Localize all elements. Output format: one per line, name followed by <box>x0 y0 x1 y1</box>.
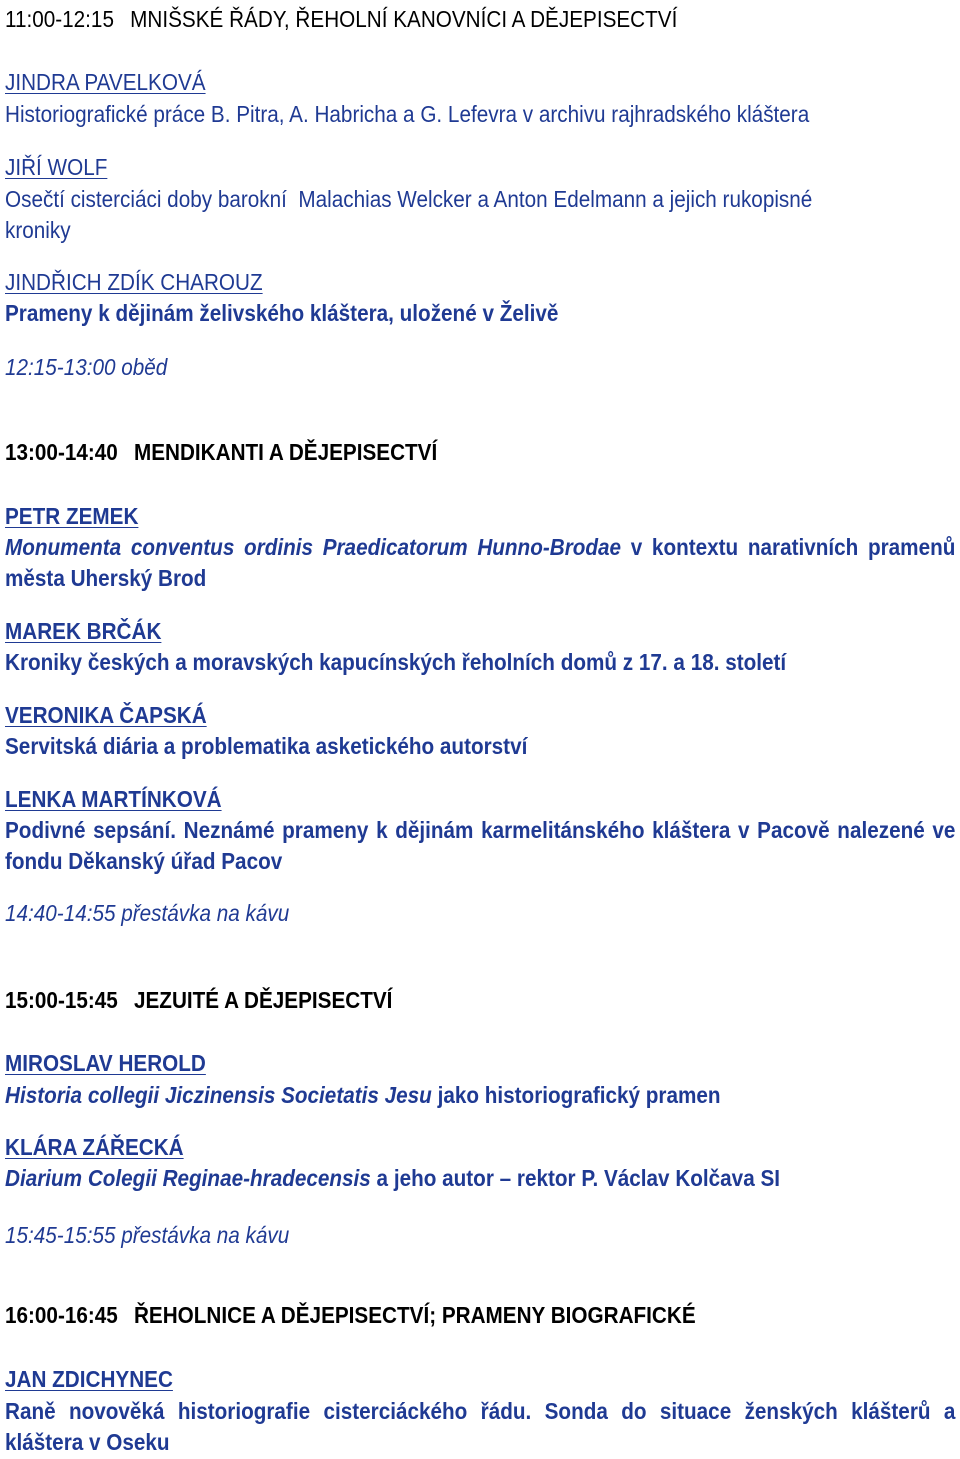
break-coffee: 15:45-15:55 přestávka na kávu <box>5 1222 290 1248</box>
session-heading <box>5 1300 861 1331</box>
talk-title-latin: Monumenta conventus ordinis Praedicatorum Hunno-Brodae <box>5 534 622 560</box>
speaker-name: MAREK BRČÁK <box>5 618 162 644</box>
speaker-name: MIROSLAV HEROLD <box>5 1050 206 1076</box>
talk-title: Osečtí cisterciáci doby barokní Malachias Welcker a Anton Edelmann a jejich rukopisné <box>5 186 813 212</box>
speaker-name: JIŘÍ WOLF <box>5 154 108 180</box>
talk-title <box>5 1163 861 1194</box>
talk-title-rest: a jeho autor – rektor P. Václav Kolčava SI <box>370 1165 781 1191</box>
talk-title-latin: Historia collegii Jiczinensis Societatis Jesu <box>5 1082 432 1108</box>
talk-title <box>5 1080 861 1111</box>
talk-title <box>5 532 955 594</box>
session-heading <box>5 437 861 468</box>
break-coffee: 14:40-14:55 přestávka na kávu <box>5 900 290 926</box>
break-lunch: 12:15-13:00 oběd <box>5 354 168 380</box>
talk-title-latin: Diarium Colegii Reginae-hradecensis <box>5 1165 371 1191</box>
session-title: MNIŠSKÉ ŘÁDY, ŘEHOLNÍ KANOVNÍCI A DĚJEPISECTVÍ <box>130 6 678 32</box>
speaker-name: JINDRA PAVELKOVÁ <box>5 69 206 95</box>
session-heading <box>5 985 861 1016</box>
speaker-name: LENKA MARTÍNKOVÁ <box>5 786 222 812</box>
talk-title-rest: jako historiografický pramen <box>431 1082 721 1108</box>
speaker-name: JAN ZDICHYNEC <box>5 1366 173 1392</box>
session-time: 15:00-15:45 <box>5 987 118 1013</box>
session-title: MENDIKANTI A DĚJEPISECTVÍ <box>133 439 438 465</box>
session-time: 11:00-12:15 <box>5 6 114 32</box>
session-title: ŘEHOLNICE A DĚJEPISECTVÍ; PRAMENY BIOGRAFICKÉ <box>133 1302 696 1328</box>
session-time: 16:00-16:45 <box>5 1302 118 1328</box>
session-title: JEZUITÉ A DĚJEPISECTVÍ <box>133 987 393 1013</box>
speaker-name: VERONIKA ČAPSKÁ <box>5 702 207 728</box>
speaker-name: JINDŘICH ZDÍK CHAROUZ <box>5 269 263 295</box>
talk-title: Servitská diária a problematika asketického autorství <box>5 733 528 759</box>
speaker-name: PETR ZEMEK <box>5 503 139 529</box>
talk-title-continued: kroniky <box>5 217 71 243</box>
talk-title: Prameny k dějinám želivského kláštera, uložené v Želivě <box>5 300 559 326</box>
talk-title: Podivné sepsání. Neznámé prameny k dějinám karmelitánského kláštera v Pacově nalezené ve fondu Děkanský úřad Pacov <box>5 817 956 874</box>
talk-title: Raně novověká historiografie cisterciáckého řádu. Sonda do situace ženských klášterů a kláštera v Oseku <box>5 1398 956 1455</box>
session-time: 13:00-14:40 <box>5 439 118 465</box>
session-heading <box>5 4 861 35</box>
talk-title: Kroniky českých a moravských kapucínských řeholních domů z 17. a 18. století <box>5 649 787 675</box>
talk-title-rest: v kontextu narativních pramenů města Uherský Brod <box>5 534 956 591</box>
talk-title: Historiografické práce B. Pitra, A. Habricha a G. Lefevra v archivu rajhradského kláštera <box>5 101 810 127</box>
speaker-name: KLÁRA ZÁŘECKÁ <box>5 1134 184 1160</box>
